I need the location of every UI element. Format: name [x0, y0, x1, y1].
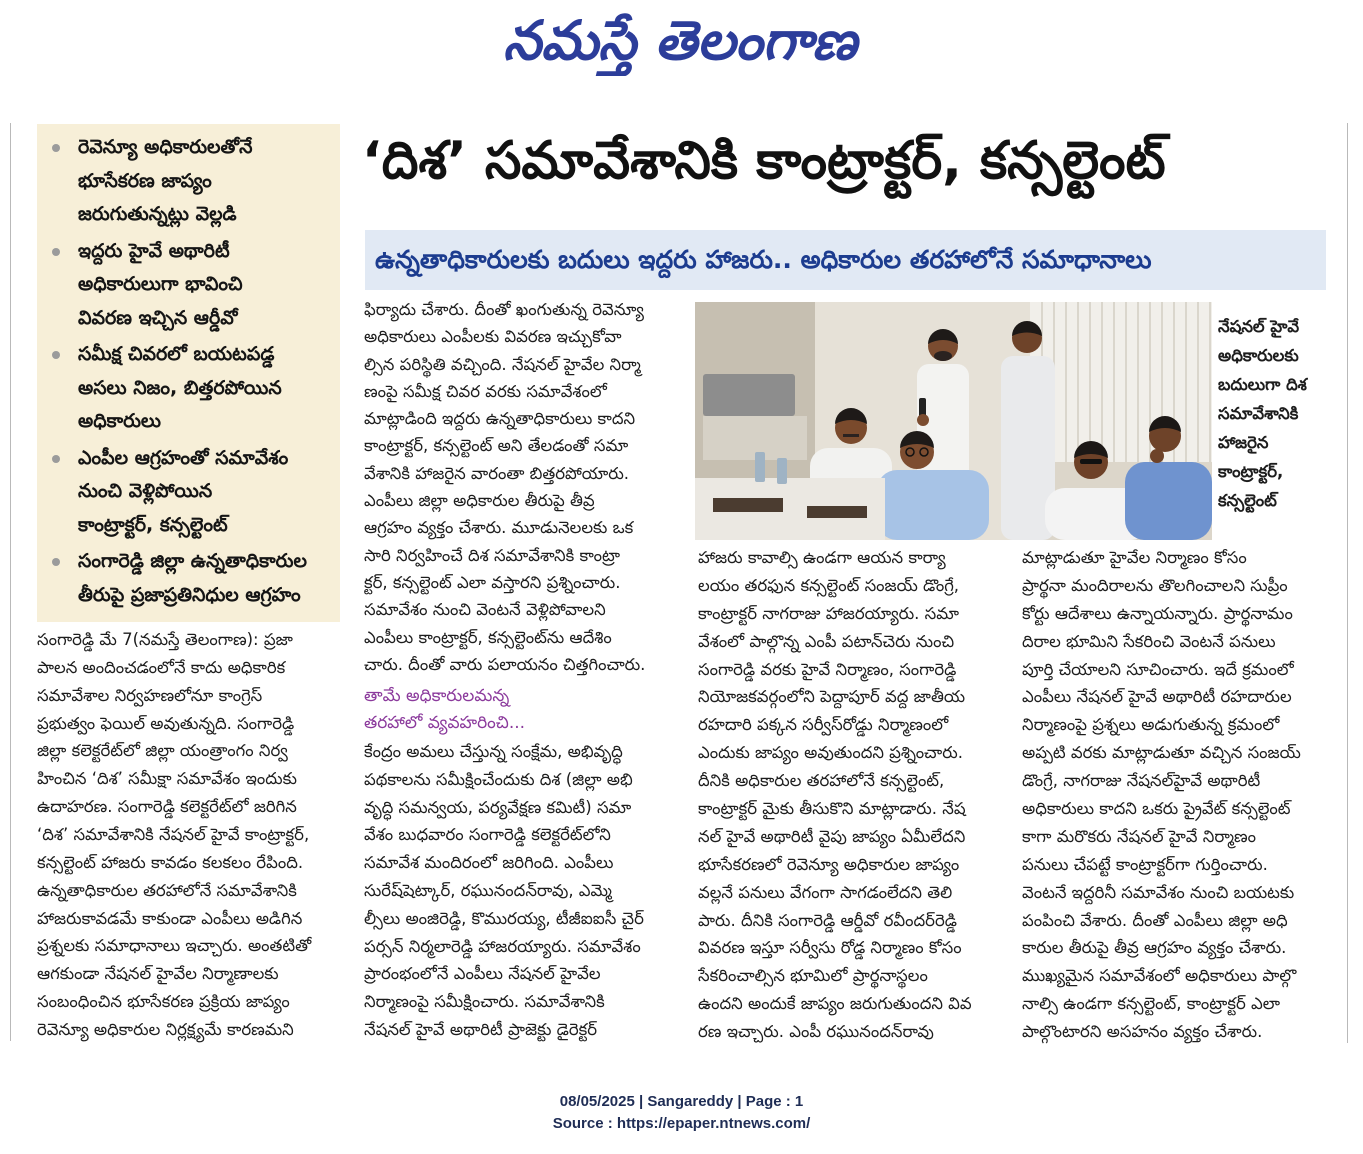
article-line: మాట్లాడుతూ హైవేల నిర్మాణం కోసం	[1022, 548, 1247, 567]
article-line: ఉదాహరణ. సంగారెడ్డి కలెక్టరేట్‌లో జరిగిన	[37, 797, 297, 817]
photo-printer	[703, 374, 795, 416]
headline: ‘దిశ’ సమావేశానికి కాంట్రాక్టర్, కన్సల్టెంట్	[362, 131, 1166, 191]
name-plate	[713, 498, 783, 512]
article-line: ఆగ్రహం వ్యక్తం చేశారు. మూడునెలలకు ఒక	[364, 518, 634, 538]
article-line: కోర్టు ఆదేశాలు ఉన్నాయన్నారు. ప్రార్థనామం	[1022, 603, 1293, 623]
highlight-line: భూసేకరణ జాప్యం	[78, 169, 212, 192]
article-line: అధికారులు కాదని ఒకరు ప్రైవేట్ కన్సల్టెంట్	[1022, 799, 1291, 819]
article-line: నేషనల్ హైవే అథారిటీ ప్రాజెక్టు డైరెక్టర్	[364, 1019, 598, 1039]
article-line: హాజరుకావడమే కాకుండా ఎంపీలు అడిగిన	[37, 908, 303, 928]
highlight-lines	[78, 235, 334, 336]
article-line: సమావేశ మందిరంలో జరిగింది. ఎంపీలు	[364, 853, 614, 873]
highlights-box	[37, 124, 340, 622]
article-line: ప్రార్థనా మందిరాలను తొలగించాలని సుప్రీం	[1022, 575, 1288, 595]
crosshead-line: తామే అధికారులమన్న	[364, 686, 510, 706]
article-line: క్టర్, కన్సల్టెంట్ ఎలా వస్తారని ప్రశ్నించారు.	[364, 572, 621, 592]
article-column-4	[1022, 544, 1328, 1046]
highlight-line: ఎంపీల ఆగ్రహంతో సమావేశం	[78, 446, 289, 469]
article-line: సమావేశాల నిర్వహణలోనూ కాంగ్రెస్	[37, 685, 263, 705]
name-plate	[807, 506, 867, 518]
article-line: పనులు చేపట్టే కాంట్రాక్టర్‌గా గుర్తించారు.	[1022, 854, 1268, 874]
article-line: వేశానికి హాజరైన వారంతా బిత్తరపోయారు.	[364, 463, 630, 483]
article-line: కేంద్రం అమలు చేస్తున్న సంక్షేమ, అభివృద్ధి	[364, 742, 623, 761]
article-line: పాల్గొంటారని అసహనం వ్యక్తం చేశారు.	[1022, 1022, 1263, 1042]
article-line: లయం తరఫున కన్సల్టెంట్ సంజయ్ డొంగ్రే,	[698, 575, 960, 595]
article-line: పారు. దీనికి సంగారెడ్డి ఆర్డీవో రవీందర్‌రెడ్డి	[698, 910, 957, 930]
highlight-line: అసలు నిజం, బిత్తరపోయిన	[78, 376, 282, 399]
caption-line: నేషనల్ హైవే	[1218, 317, 1300, 336]
article-line: ప్రభుత్వం ఫెయిల్ అవుతున్నది. సంగారెడ్డి	[37, 713, 295, 733]
highlight-line: కాంట్రాక్టర్, కన్సల్టెంట్	[78, 513, 228, 536]
article-line: పంపించి వేశారు. దీంతో ఎంపీలు జిల్లా అధి	[1022, 910, 1288, 930]
article-line: పూర్తి చేయాలని సూచించారు. ఇదే క్రమంలో	[1022, 659, 1294, 679]
article-line: ముఖ్యమైన సమావేశంలో అధికారులు పాల్గొ	[1022, 966, 1297, 986]
article-line: పాలన అందించడంలోనే కాదు అధికారిక	[37, 657, 286, 677]
article-line: ఎంపీలు జిల్లా అధికారుల తీరుపై తీవ్ర	[364, 491, 595, 511]
article-line: ఉన్నతాధికారుల తరహాలోనే సమావేశానికి	[37, 880, 297, 900]
caption-line: హాజరైన	[1218, 433, 1269, 452]
water-bottle	[755, 452, 765, 482]
article-line: సంగారెడ్డి వరకు హైవే నిర్మాణం, సంగారెడ్డి	[698, 659, 957, 679]
article-line: సురేష్‌షెట్కార్, రఘునందన్‌రావు, ఎమ్మె	[364, 880, 612, 900]
article-line: మాట్లాడింది ఇద్దరు ఉన్నతాధికారులు కాదని	[364, 409, 636, 429]
article-line: కాంట్రాక్టర్ నాగరాజు హాజరయ్యారు. సమా	[698, 603, 960, 623]
article-line: ప్రశ్నలకు సమాధానాలు ఇచ్చారు. అంతటితో	[37, 936, 312, 956]
article-line: రెవెన్యూ అధికారుల నిర్లక్ష్యమే కారణమని	[37, 1020, 294, 1040]
article-line: ‘దిశ’ సమావేశానికి నేషనల్ హైవే కాంట్రాక్టర్,	[37, 825, 310, 845]
highlight-line: రెవెన్యూ అధికారులతోనే	[78, 136, 253, 158]
subheadline-bar	[365, 230, 1326, 290]
highlight-lines	[78, 442, 334, 543]
crosshead-line: తరహాలో వ్యవహరించి...	[364, 713, 526, 733]
article-line: జిల్లా కలెక్టరేట్‌లో జిల్లా యంత్రాంగం నిర్వ	[37, 741, 288, 761]
bullet-dot-icon	[52, 144, 60, 152]
article-line: నిర్మాణంపై సమీక్షించారు. సమావేశానికి	[364, 992, 605, 1012]
highlight-bullet	[37, 545, 340, 612]
article-line: ఎందుకు జాప్యం అవుతుందని ప్రశ్నించారు.	[698, 743, 963, 763]
article-line: ణంపై సమీక్ష చివర వరకు సమావేశంలో	[364, 381, 607, 401]
article-column-1	[37, 626, 342, 1044]
highlight-line: జరుగుతున్నట్లు వెల్లడి	[78, 203, 237, 225]
article-line: ప్రారంభంలోనే ఎంపీలు నేషనల్ హైవేల	[364, 964, 601, 984]
article-column-3	[698, 544, 1007, 1046]
article-line: సంబంధించిన భూసేకరణ ప్రక్రియ జాప్యం	[37, 992, 290, 1012]
caption-line: సమావేశానికి	[1218, 404, 1299, 423]
article-line: ఎంపీలు నేషనల్ హైవే అథారిటీ రహదారుల	[1022, 687, 1292, 707]
article-line: భూసేకరణలో రెవెన్యూ అధికారుల జాప్యం	[698, 854, 960, 874]
article-line: ల్సీలు అంజిరెడ్డి, కొమురయ్య, టీజీఐఐసీ చైర్	[364, 908, 644, 928]
article-line: పర్సన్ నిర్మలారెడ్డి హాజరయ్యారు. సమావేశం	[364, 936, 641, 956]
footer-source-line: Source : https://epaper.ntnews.com/	[552, 1115, 811, 1132]
article-line: నియోజకవర్గంలోని పెద్దాపూర్ వద్ద జాతీయ	[698, 687, 966, 707]
article-line: సమావేశం నుంచి వెంటనే వెళ్లిపోవాలని	[364, 600, 606, 620]
article-line: కారుల తీరుపై తీవ్ర ఆగ్రహం వ్యక్తం చేశారు.	[1022, 938, 1287, 958]
article-line: వృద్ధి సమన్వయ, పర్యవేక్షణ కమిటీ) సమా	[364, 797, 632, 817]
article-line: రహదారి పక్కన సర్వీస్‌రోడ్డు నిర్మాణంలో	[698, 715, 949, 735]
water-bottle	[777, 458, 787, 484]
article-line: సారి నిర్వహించే దిశ సమావేశానికి కాంట్రా	[364, 545, 621, 565]
article-line: అధికారులు ఎంపీలకు వివరణ ఇచ్చుకోవా	[364, 327, 622, 347]
article-line: డొంగ్రే, నాగరాజు నేషనల్‌హైవే అథారిటీ	[1022, 771, 1261, 791]
article-line: ఆగకుండా నేషనల్ హైవేల నిర్మాణాలకు	[37, 964, 279, 984]
article-line: వల్లనే పనులు వేగంగా సాగడంలేదని తెలి	[698, 882, 953, 902]
article-line: సేకరించాల్సిన భూమిలో ప్రార్థనాస్థలం	[698, 966, 928, 986]
highlight-line: ఇద్దరు హైవే అథారిటీ	[78, 239, 230, 262]
article-line: కన్సల్టెంట్ హాజరు కావడం కలకలం రేపింది.	[37, 852, 304, 872]
footer	[0, 1091, 1363, 1135]
article-line: దీనికి అధికారుల తరహాలోనే కన్సల్టెంట్,	[698, 771, 945, 791]
article-line: ఎంపీలు కాంట్రాక్టర్, కన్సల్టెంట్‌ను ఆదేశిం	[364, 627, 612, 647]
highlight-line: తీరుపై ప్రజాప్రతినిధుల ఆగ్రహం	[78, 583, 301, 606]
article-line: సంగారెడ్డి మే 7(నమస్తే తెలంగాణ): ప్రజా	[37, 630, 293, 649]
article-line: పథకాలను సమీక్షించేందుకు దిశ (జిల్లా అభి	[364, 769, 633, 789]
highlight-line: నుంచి వెళ్లిపోయిన	[78, 480, 213, 502]
bullet-dot-icon	[52, 455, 60, 463]
photo-cabinet	[703, 416, 807, 460]
article-line: వెంటనే ఇద్దరినీ సమావేశం నుంచి బయటకు	[1022, 882, 1295, 902]
photo-window-blinds	[1030, 302, 1212, 462]
photo-caption	[1218, 312, 1328, 515]
article-line: వేశం బుధవారం సంగారెడ్డి కలెక్టరేట్‌లోని	[364, 825, 611, 845]
article-line: వివరణ ఇస్తూ సర్వీసు రోడ్డ నిర్మాణం కోసం	[698, 938, 962, 958]
footer-edition-line: 08/05/2025 | Sangareddy | Page : 1	[559, 1093, 804, 1110]
article-line: వేశంలో పాల్గొన్న ఎంపీ పటాన్‌చెరు నుంచి	[698, 631, 955, 651]
page-rule-right	[1347, 123, 1348, 1043]
article-line: హించిన ‘దిశ’ సమీక్షా సమావేశం ఇందుకు	[37, 769, 297, 789]
highlight-lines	[78, 131, 334, 232]
article-line: కాగా మరొకరు నేషనల్ హైవే నిర్మాణం	[1022, 826, 1257, 846]
article-column-2-top	[364, 296, 682, 678]
article-line: నాల్సి ఉండగా కన్సల్టెంట్, కాంట్రాక్టర్ ఎలా	[1022, 994, 1281, 1014]
caption-line: అధికారులకు	[1218, 346, 1299, 365]
article-line: ల్సిన పరిస్థితి వచ్చింది. నేషనల్ హైవేల నిర్మా	[364, 354, 641, 374]
bullet-dot-icon	[52, 351, 60, 359]
highlight-bullet	[37, 338, 340, 439]
bullet-dot-icon	[52, 558, 60, 566]
article-line: కాంట్రాక్టర్, కన్సల్టెంట్ అని తేలడంతో సమా	[364, 436, 629, 456]
article-line: చారు. దీంతో వారు పలాయనం చిత్తగించారు.	[364, 654, 646, 674]
highlight-line: సమీక్ష చివరలో బయటపడ్డ	[78, 343, 275, 365]
article-line: నిర్మాణంపై ప్రశ్నలు అడుగుతున్న క్రమంలో	[1022, 715, 1280, 735]
subheadline: ఉన్నతాధికారులకు బదులు ఇద్దరు హాజరు.. అధికారుల తరహాలోనే సమాధానాలు	[375, 245, 1152, 274]
highlight-line: సంగారెడ్డి జిల్లా ఉన్నతాధికారుల	[78, 550, 307, 572]
article-line: దిరాల భూమిని సేకరించి వెంటనే పనులు	[1022, 631, 1276, 651]
highlight-bullet	[37, 131, 340, 232]
highlight-lines	[78, 338, 334, 439]
article-line: నల్ హైవే అథారిటీ వైపు జాప్యం ఏమీలేదని	[698, 826, 966, 846]
crosshead	[364, 683, 682, 737]
article-line: అప్పటి వరకు మాట్లాడుతూ వచ్చిన సంజయ్	[1022, 743, 1301, 763]
article-line: ఫిర్యాదు చేశారు. దీంతో ఖంగుతున్న రెవెన్యూ	[364, 300, 644, 319]
page-rule-left	[10, 123, 11, 1041]
caption-line: కాంట్రాక్టర్,	[1218, 462, 1284, 481]
article-line: హాజరు కావాల్సి ఉండగా ఆయన కార్యా	[698, 548, 946, 567]
meeting-photo	[695, 302, 1212, 540]
article-column-2-bottom	[364, 738, 682, 1044]
article-line: కాంట్రాక్టర్ మైకు తీసుకొని మాట్లాడారు. నేష	[698, 799, 966, 819]
caption-line: కన్సల్టెంట్	[1218, 491, 1277, 510]
masthead-logo: నమస్తే తెలంగాణ	[503, 9, 857, 72]
highlight-line: అధికారులు	[78, 410, 161, 432]
highlight-bullet	[37, 235, 340, 336]
highlight-line: అధికారులుగా భావించి	[78, 273, 243, 295]
highlight-bullet	[37, 442, 340, 543]
article-line: రణ ఇచ్చారు. ఎంపీ రఘునందన్‌రావు	[698, 1022, 934, 1042]
caption-line: బదులుగా దిశ	[1218, 375, 1307, 394]
bullet-dot-icon	[52, 248, 60, 256]
news-photo	[695, 302, 1212, 540]
highlight-lines	[78, 545, 334, 612]
article-line: ఉందని అందుకే జాప్యం జరుగుతుందని వివ	[698, 994, 972, 1014]
highlight-line: వివరణ ఇచ్చిన ఆర్డీవో	[78, 306, 238, 329]
